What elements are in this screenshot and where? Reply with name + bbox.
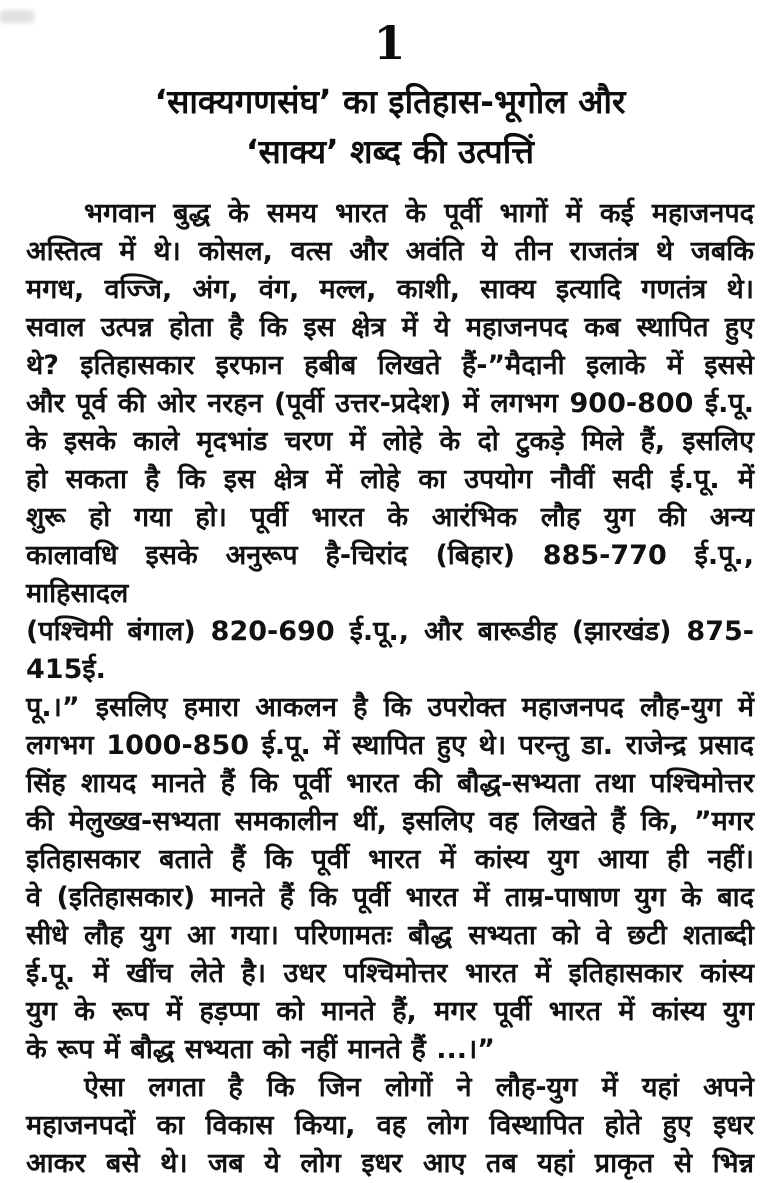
text-line: युग के रूप में हड़प्पा को मानते हैं, मगर पूर्वी भारत में कांस्य युग [26,995,754,1027]
text-line: हो सकता है कि इस क्षेत्र में लोहे का उपयोग नौवीं सदी ई.पू. में [26,463,754,495]
body-text [26,195,754,1183]
text-line: के रूप में बौद्ध सभ्यता को नहीं मानते हैं ...।” [26,1033,495,1065]
text-line: सिंह शायद मानते हैं कि पूर्वी भारत की बौद्ध-सभ्यता तथा पश्चिमोत्तर [26,767,754,799]
text-line: मगध, वज्जि, अंग, वंग, मल्ल, काशी, साक्य इत्यादि गणतंत्र थे। [26,273,754,305]
text-line: वे (इतिहासकार) मानते हैं कि पूर्वी भारत में ताम्र-पाषाण युग के बाद [26,881,754,913]
text-line: शुरू हो गया हो। पूर्वी भारत के आरंभिक लौह युग की अन्य [26,501,754,533]
text-line: भगवान बुद्ध के समय भारत के पूर्वी भागों में कई महाजनपद [84,197,754,229]
text-line: के इसके काले मृदभांड चरण में लोहे के दो टुकड़े मिले हैं, इसलिए [26,425,754,457]
text-line: महाजनपदों का विकास किया, वह लोग विस्थापित होते हुए इधर [26,1109,754,1141]
chapter-title-line2: ‘साक्य’ शब्द की उत्पत्तिं [245,131,535,171]
text-line: आकर बसे थे। जब ये लोग इधर आए तब यहां प्राकृत से भिन्न [26,1147,754,1179]
text-line: की मेलुख्ख-सभ्यता समकालीन थीं, इसलिए वह लिखते हैं कि, ”मगर [26,805,754,837]
scan-smudge-artifact [0,10,34,23]
text-line: ऐसा लगता है कि जिन लोगों ने लौह-युग में यहां अपने [84,1071,754,1103]
chapter-title-line1: ‘साक्यगणसंघ’ का इतिहास-भूगोल और [154,81,626,121]
text-line: और पूर्व की ओर नरहन (पूर्वी उत्तर-प्रदेश) में लगभग 900-800 ई.पू. [26,387,754,419]
text-line: पू.।” इसलिए हमारा आकलन है कि उपरोक्त महाजनपद लौह-युग में [26,691,754,723]
text-line: ई.पू. में खींच लेते है। उधर पश्चिमोत्तर भारत में इतिहासकार कांस्य [26,957,754,989]
text-line: थे? इतिहासकार इरफान हबीब लिखते हैं-”मैदानी इलाके में इससे [26,349,754,381]
text-line: इतिहासकार बताते हैं कि पूर्वी भारत में कांस्य युग आया ही नहीं। [26,843,754,875]
text-line: सीधे लौह युग आ गया। परिणामतः बौद्ध सभ्यता को वे छटी शताब्दी [26,919,754,951]
text-line: अस्तित्व में थे। कोसल, वत्स और अवंति ये तीन राजतंत्र थे जबकि [26,235,754,267]
chapter-number: 1 [373,16,407,70]
text-line: (पश्चिमी बंगाल) 820-690 ई.पू., और बारूडीह (झारखंड) 875-415ई. [26,615,754,685]
text-line: लगभग 1000-850 ई.पू. में स्थापित हुए थे। परन्तु डा. राजेन्द्र प्रसाद [26,729,754,761]
text-line: सवाल उत्पन्न होता है कि इस क्षेत्र में ये महाजनपद कब स्थापित हुए [26,311,754,343]
text-line: कालावधि इसके अनुरूप है-चिरांद (बिहार) 885-770 ई.पू., माहिसादल [26,539,754,609]
